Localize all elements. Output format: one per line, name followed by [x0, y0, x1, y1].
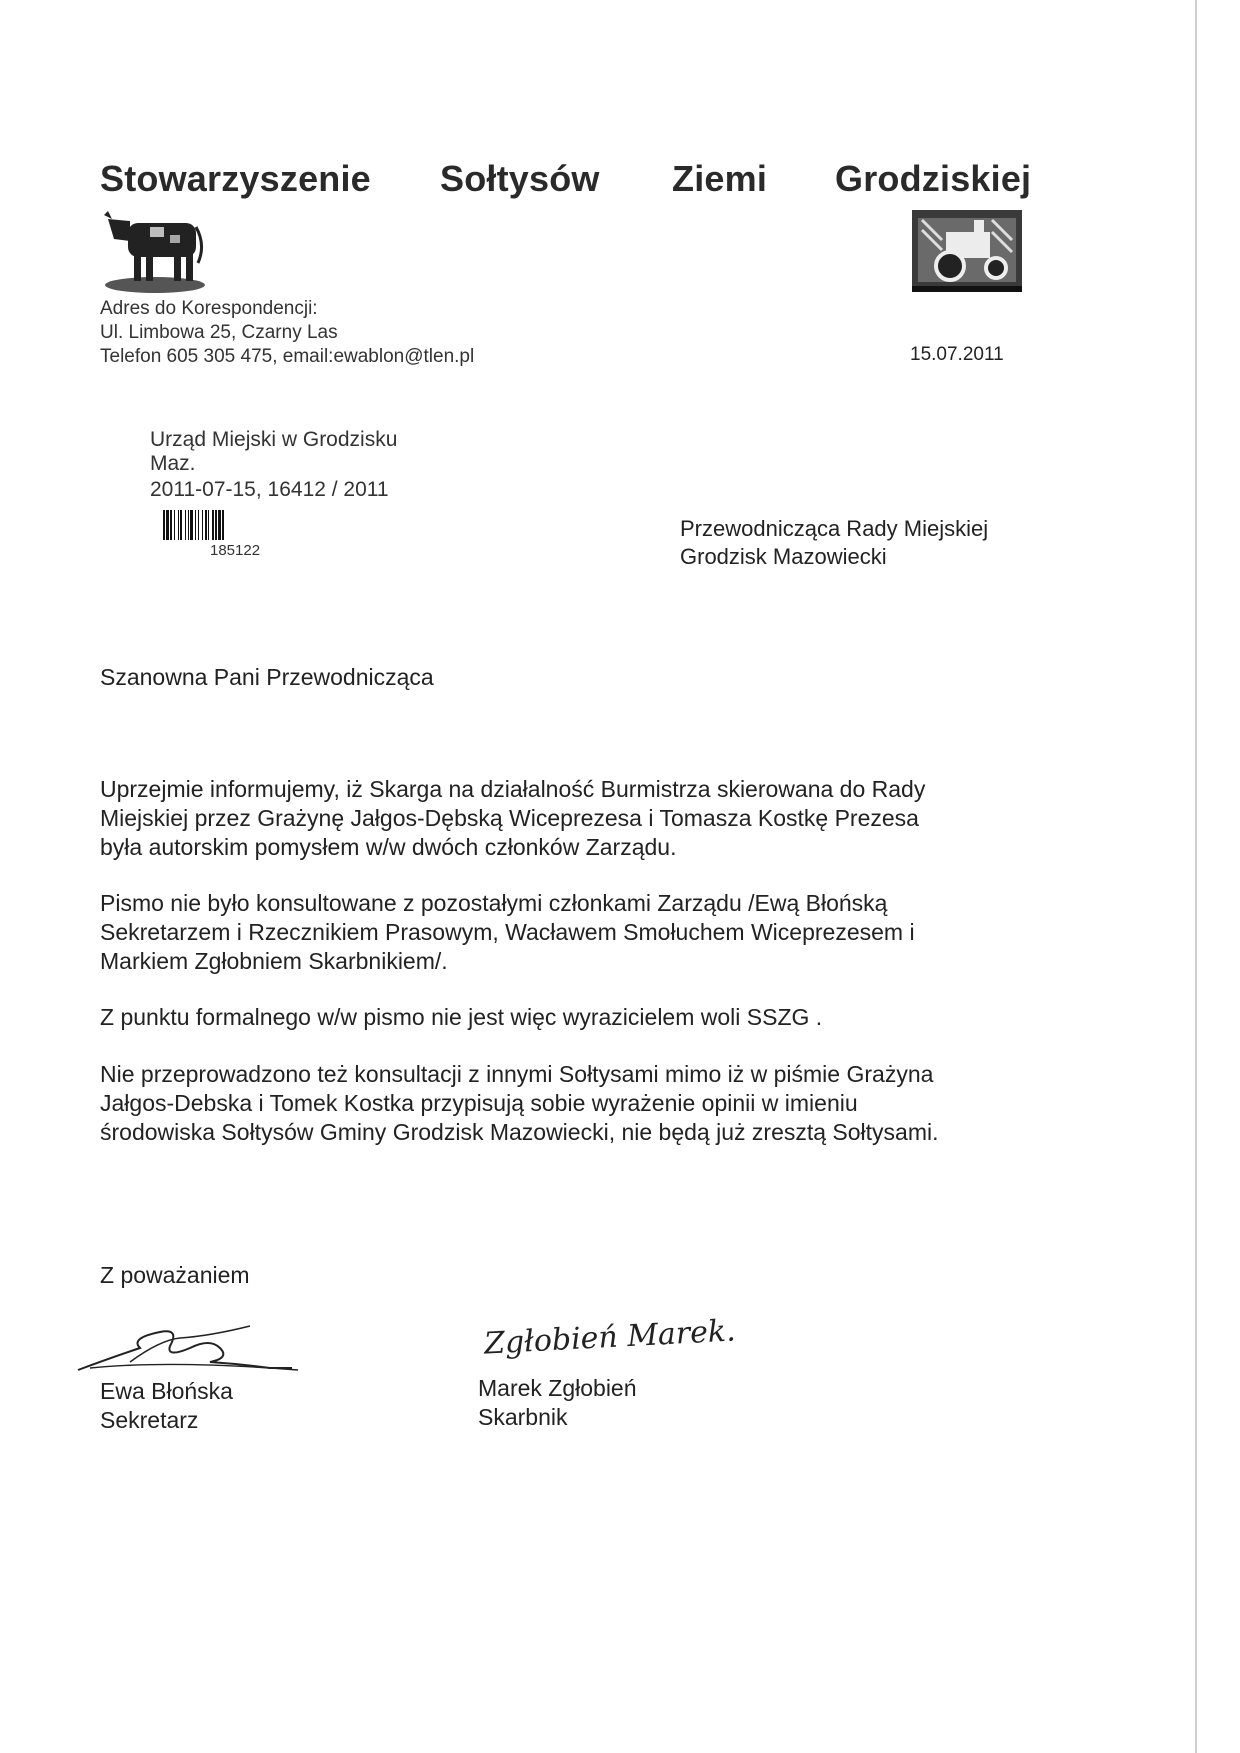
letter-date: 15.07.2011 [910, 344, 1004, 365]
paragraph-4-line-3: środowiska Sołtysów Gminy Grodzisk Mazowiecki, nie będą już zresztą Sołtysami. [100, 1119, 939, 1145]
signature-scribble-icon [70, 1318, 300, 1378]
paragraph-2-line-3: Markiem Zgłobniem Skarbnikiem/. [100, 948, 448, 974]
tractor-logo-icon [912, 210, 1022, 292]
address-line-3: Telefon 605 305 475, email:ewablon@tlen.pl [100, 346, 475, 367]
signer-1-name: Ewa Błońska [100, 1378, 233, 1404]
signer-2-role: Skarbnik [478, 1404, 568, 1430]
signer-1-role: Sekretarz [100, 1407, 199, 1433]
org-name-word-4: Grodziskiej [835, 158, 1032, 199]
stamp-line-3: 2011-07-15, 16412 / 2011 [150, 478, 389, 501]
scan-edge-line [1195, 0, 1197, 1753]
paragraph-2-line-1: Pismo nie było konsultowane z pozostałymi członkami Zarządu /Ewą Błońską [100, 890, 888, 916]
signer-2-name: Marek Zgłobień [478, 1375, 637, 1401]
stamp-line-2: Maz. [150, 452, 196, 475]
org-name-word-1: Stowarzyszenie [100, 158, 371, 199]
barcode-bar [222, 510, 224, 540]
org-name-word-2: Sołtysów [440, 158, 600, 199]
paragraph-3-line-1: Z punktu formalnego w/w pismo nie jest więc wyrazicielem woli SSZG . [100, 1004, 823, 1030]
paragraph-4-line-1: Nie przeprowadzono też konsultacji z innymi Sołtysami mimo iż w piśmie Grażyna [100, 1061, 934, 1087]
paragraph-1-line-2: Miejskiej przez Grażynę Jałgos-Dębską Wiceprezesa i Tomasza Kostkę Prezesa [100, 805, 919, 831]
paragraph-2-line-2: Sekretarzem i Rzecznikiem Prasowym, Wacławem Smołuchem Wiceprezesem i [100, 919, 915, 945]
cow-logo-icon [100, 205, 210, 295]
barcode-icon [163, 510, 321, 540]
paragraph-1-line-1: Uprzejmie informujemy, iż Skarga na działalność Burmistrza skierowana do Rady [100, 776, 926, 802]
address-line-1: Adres do Korespondencji: [100, 298, 318, 319]
salutation: Szanowna Pani Przewodnicząca [100, 664, 434, 690]
barcode-number: 185122 [210, 542, 261, 559]
org-name-word-3: Ziemi [672, 158, 768, 199]
recipient-line-2: Grodzisk Mazowiecki [680, 544, 887, 569]
signer-2-handwriting: Zgłobień Marek. [483, 1313, 737, 1362]
paragraph-4-line-2: Jałgos-Debska i Tomek Kostka przypisują sobie wyrażenie opinii w imieniu [100, 1090, 858, 1116]
closing: Z poważaniem [100, 1262, 250, 1288]
recipient-line-1: Przewodnicząca Rady Miejskiej [680, 516, 989, 541]
stamp-line-1: Urząd Miejski w Grodzisku [150, 428, 398, 451]
paragraph-1-line-3: była autorskim pomysłem w/w dwóch członków Zarządu. [100, 834, 677, 860]
address-line-2: Ul. Limbowa 25, Czarny Las [100, 322, 338, 343]
